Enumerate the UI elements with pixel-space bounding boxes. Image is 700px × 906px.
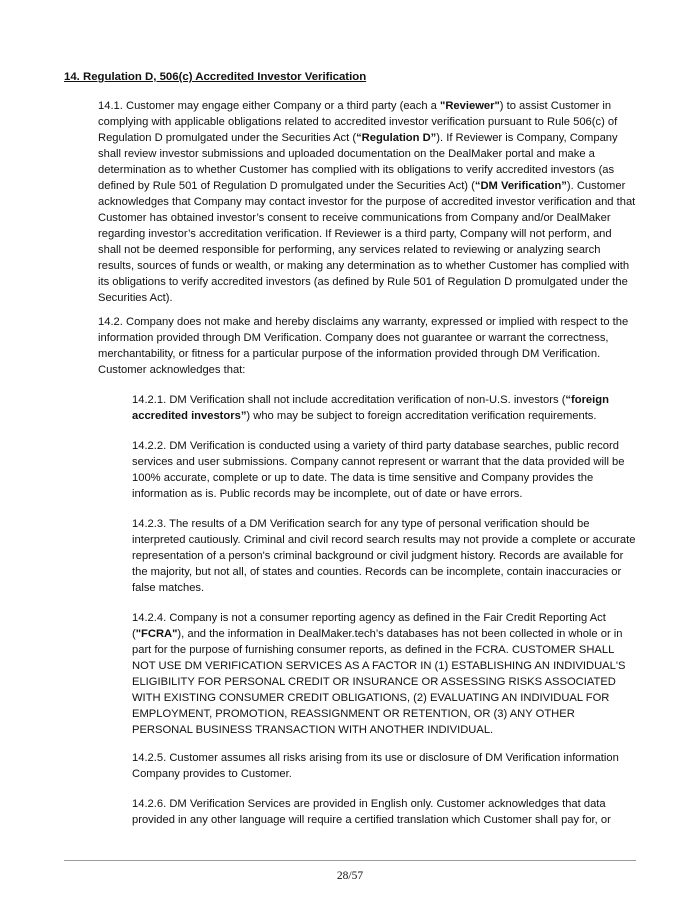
text-run: ). If Reviewer is Company, Company shall review investor submissions and uploaded documentation on the DealMaker portal and make a determination as to whether Customer has complied with its obligations to verify accredited investors (as defined by Rule 501 of Regulation D promulgated under the Securities Act) ( [98, 132, 618, 192]
paragraph-14-2-2: 14.2.2. DM Verification is conducted using a variety of third party database searches, public record services and user submissions. Company cannot represent or warrant that the data provided will be 100% accurate, complete or up to date. The data is time sensitive and Company provides the information as is. Public records may be incomplete, out of date or have errors. [132, 440, 625, 500]
defined-term-regulation-d: “Regulation D” [356, 132, 437, 144]
text-run: ) to assist Customer in complying with applicable obligations related to accredited investor verification pursuant to Rule 506(c) of Regulation D promulgated under the Securities Act ( [98, 100, 618, 144]
defined-term-dm-verification: “DM Verification” [474, 180, 567, 192]
paragraph-14-2-1 [132, 392, 638, 424]
paragraph-14-2-4 [132, 610, 638, 738]
defined-term-foreign-accredited-investors: “foreign accredited investors” [132, 394, 609, 422]
section-heading: 14. Regulation D, 506(c) Accredited Investor Verification [64, 71, 367, 83]
paragraph-14-2-5: 14.2.5. Customer assumes all risks arising from its use or disclosure of DM Verification information Company provides to Customer. [132, 752, 619, 780]
paragraph-14-2-6: 14.2.6. DM Verification Services are provided in English only. Customer acknowledges that data provided in any other language will require a certified translation which Customer shall pay for, or [132, 798, 611, 826]
text-run: 14.1. Customer may engage either Company or a third party (each a [98, 100, 441, 112]
page-number: 28/57 [336, 870, 364, 882]
text-run: 14.2.4. Company is not a consumer reporting agency as defined in the Fair Credit Reporting Act ( [132, 612, 606, 640]
defined-term-reviewer: "Reviewer" [440, 100, 500, 112]
text-run: ) who may be subject to foreign accreditation verification requirements. [246, 410, 597, 422]
paragraph-14-2: 14.2. Company does not make and hereby disclaims any warranty, expressed or implied with respect to the information provided through DM Verification. Company does not guarantee or warrant the correctness, merchantability, or fitness for a particular purpose of the information provided through DM Verification. Customer acknowledges that: [98, 316, 629, 376]
footer-divider [64, 860, 636, 861]
text-run: 14.2.1. DM Verification shall not include accreditation verification of non-U.S. investors ( [132, 394, 566, 406]
text-run: ), and the information in DealMaker.tech’s databases has not been collected in whole or in part for the purpose of furnishing consumer reports, as defined in the FCRA. CUSTOMER SHALL NOT USE DM VERIFICATION SERVICES AS A FACTOR IN (1) ESTABLISHING AN INDIVIDUAL'S ELIGIBILITY FOR PERSONAL CREDIT OR INSURANCE OR ASSESSING RISKS ASSOCIATED WITH EXISTING CONSUMER CREDIT OBLIGATIONS, (2) EVALUATING AN INDIVIDUAL FOR EMPLOYMENT, PROMOTION, REASSIGNMENT OR RETENTION, OR (3) ANY OTHER PERSONAL BUSINESS TRANSACTION WITH ANOTHER INDIVIDUAL. [132, 628, 626, 736]
paragraph-14-2-3: 14.2.3. The results of a DM Verification search for any type of personal verification should be interpreted cautiously. Criminal and civil record search results may not provide a complete or accurate representation of a person's criminal background or civil judgment history. Records are available for the majority, but not all, of states and counties. Records can be incomplete, contain inaccuracies or false matches. [132, 518, 636, 594]
defined-term-fcra: "FCRA" [135, 628, 178, 640]
text-run: ). Customer acknowledges that Company may contact investor for the purpose of accredited investor verification and that Customer has obtained investor’s consent to receive communications from Company and/or DealMaker regarding investor’s accreditation verification. If Reviewer is a third party, Company will not perform, and shall not be deemed responsible for performing, any services related to reviewing or analyzing search results, sources of funds or wealth, or making any determination as to whether Customer has complied with its obligations to verify accredited investors (as defined by Rule 501 of Regulation D promulgated under the Securities Act). [98, 180, 636, 304]
paragraph-14-1 [98, 98, 636, 306]
